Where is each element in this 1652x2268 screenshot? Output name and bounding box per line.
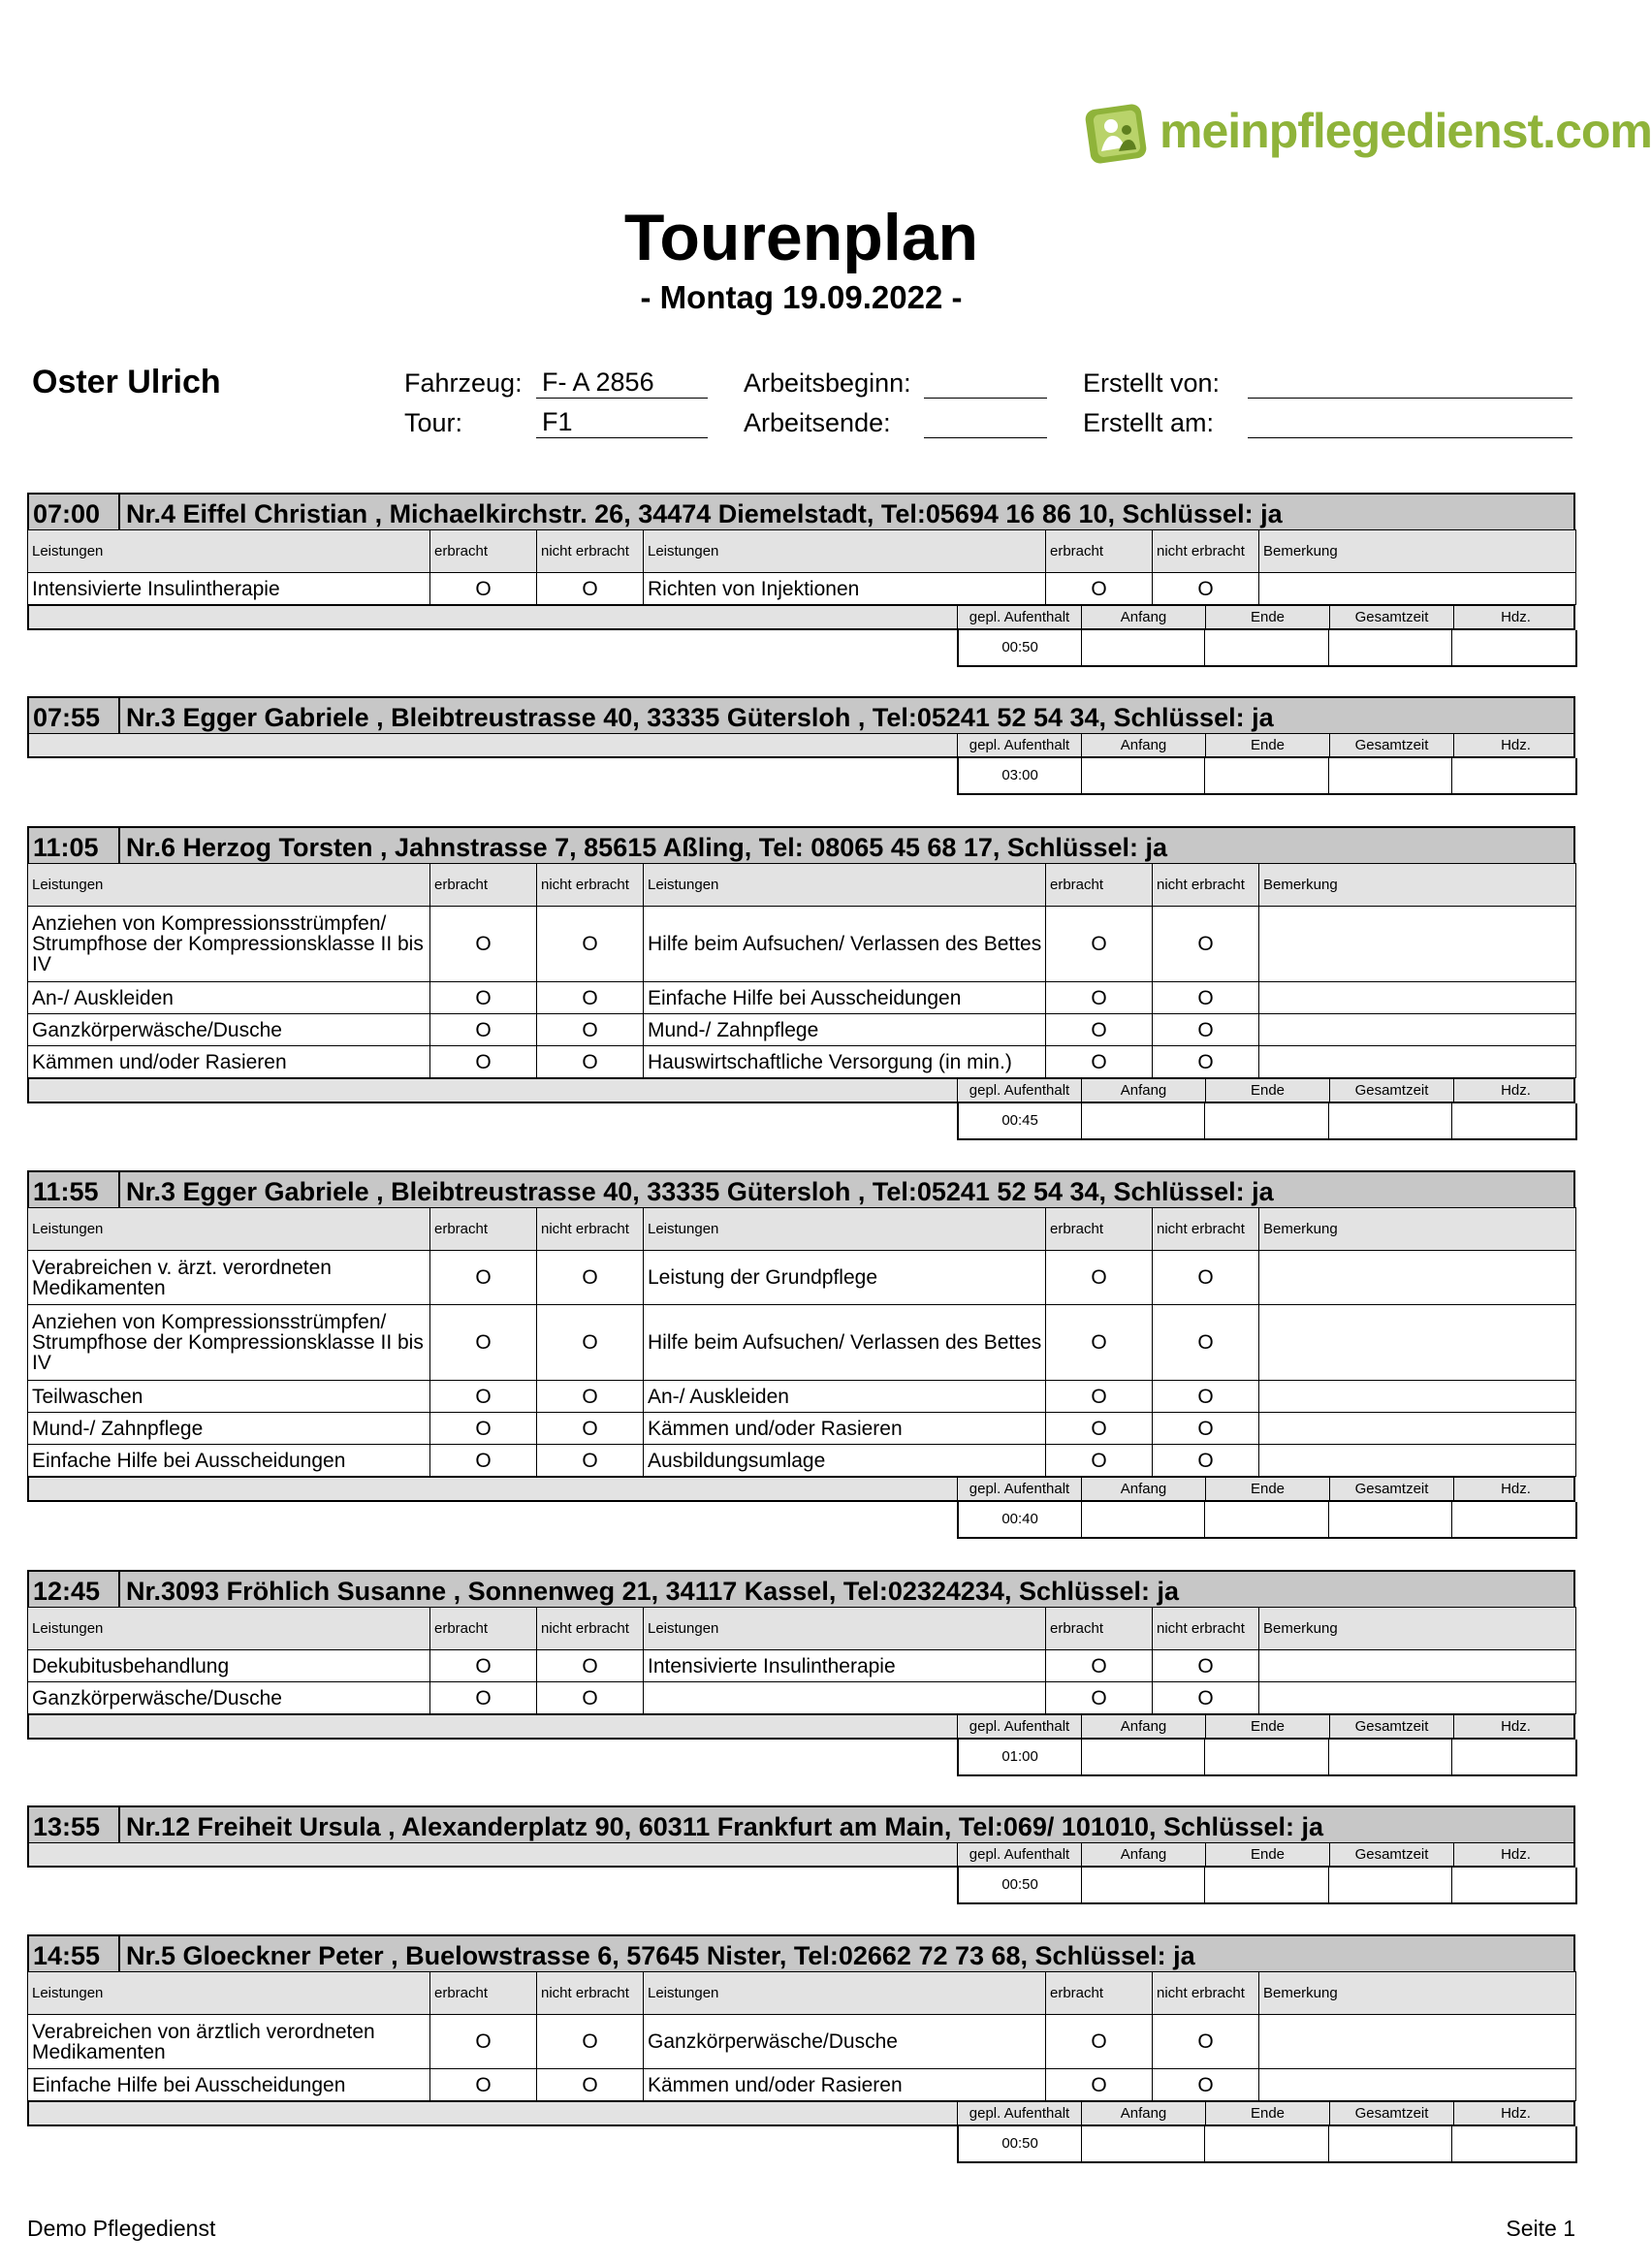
erbracht-checkbox[interactable]: O — [430, 1682, 537, 1714]
services-table — [27, 1207, 1576, 1477]
total-time-field[interactable] — [1329, 1868, 1452, 1902]
total-time-field[interactable] — [1329, 1740, 1452, 1774]
page-title: Tourenplan — [623, 201, 979, 274]
nicht-erbracht-checkbox[interactable]: O — [537, 907, 644, 982]
time-column-label: gepl. Aufenthalt — [957, 1478, 1081, 1500]
erbracht-checkbox[interactable]: O — [1046, 1445, 1153, 1477]
bemerkung-cell[interactable] — [1259, 907, 1576, 982]
col-nicht-erbracht: nicht erbracht — [1153, 1208, 1259, 1251]
erstellt-am-field — [1248, 407, 1573, 438]
time-column-label: Gesamtzeit — [1329, 1079, 1453, 1102]
visit-block — [27, 1170, 1575, 1539]
service-row — [28, 1445, 1576, 1477]
visit-time: 13:55 — [29, 1807, 120, 1842]
time-column-label: Gesamtzeit — [1329, 606, 1453, 628]
col-nicht-erbracht: nicht erbracht — [1153, 1972, 1259, 2015]
bemerkung-cell[interactable] — [1259, 2069, 1576, 2101]
time-column-label: Ende — [1205, 2102, 1329, 2124]
time-column-label: Ende — [1205, 734, 1329, 756]
erbracht-checkbox[interactable]: O — [1046, 573, 1153, 605]
nicht-erbracht-checkbox[interactable]: O — [537, 1014, 644, 1046]
services-column-header — [28, 1972, 1576, 2015]
time-column-label: Hdz. — [1453, 1715, 1577, 1738]
time-header-bar — [27, 1842, 1575, 1868]
end-time-field[interactable] — [1205, 2126, 1328, 2161]
fahrzeug-field: F- A 2856 — [536, 367, 708, 399]
nicht-erbracht-checkbox[interactable]: O — [1153, 907, 1259, 982]
bemerkung-cell[interactable] — [1259, 1251, 1576, 1305]
time-values — [27, 1502, 1575, 1539]
services-column-header — [28, 530, 1576, 573]
time-values — [27, 1868, 1575, 1904]
visit-time: 11:55 — [29, 1172, 120, 1207]
bemerkung-cell[interactable] — [1259, 1413, 1576, 1445]
erbracht-checkbox[interactable]: O — [430, 1305, 537, 1381]
fahrzeug-label: Fahrzeug: — [404, 368, 523, 398]
nicht-erbracht-checkbox[interactable]: O — [1153, 2069, 1259, 2101]
time-column-label: Ende — [1205, 606, 1329, 628]
col-erbracht: erbracht — [1046, 864, 1153, 907]
erbracht-checkbox[interactable]: O — [430, 1251, 537, 1305]
signature-field[interactable] — [1452, 1502, 1575, 1537]
service-name: Verabreichen von ärztlich verordneten Medikamenten — [28, 2015, 430, 2069]
nicht-erbracht-checkbox[interactable]: O — [537, 1650, 644, 1682]
erbracht-checkbox[interactable]: O — [1046, 2069, 1153, 2101]
col-erbracht: erbracht — [1046, 530, 1153, 573]
time-header-bar — [27, 2101, 1575, 2126]
nicht-erbracht-checkbox[interactable]: O — [1153, 1650, 1259, 1682]
bemerkung-cell[interactable] — [1259, 982, 1576, 1014]
time-column-label: Anfang — [1081, 2102, 1205, 2124]
time-column-label: Hdz. — [1453, 2102, 1577, 2124]
arbeitsbeginn-label: Arbeitsbeginn: — [744, 368, 911, 398]
bemerkung-cell[interactable] — [1259, 1650, 1576, 1682]
bemerkung-cell[interactable] — [1259, 1305, 1576, 1381]
time-column-label: Hdz. — [1453, 1843, 1577, 1866]
signature-field[interactable] — [1452, 1103, 1575, 1138]
service-row — [28, 1381, 1576, 1413]
total-time-field[interactable] — [1329, 630, 1452, 665]
erbracht-checkbox[interactable]: O — [430, 1445, 537, 1477]
nicht-erbracht-checkbox[interactable]: O — [1153, 982, 1259, 1014]
footer-company: Demo Pflegedienst — [27, 2216, 216, 2241]
time-column-label: Hdz. — [1453, 606, 1577, 628]
page-subtitle: - Montag 19.09.2022 - — [640, 279, 963, 315]
services-table — [27, 1607, 1576, 1714]
time-column-label: Ende — [1205, 1478, 1329, 1500]
time-values — [27, 1103, 1575, 1140]
erbracht-checkbox[interactable]: O — [1046, 2015, 1153, 2069]
col-leistungen: Leistungen — [644, 530, 1046, 573]
visit-block — [27, 826, 1575, 1140]
erbracht-checkbox[interactable]: O — [1046, 1014, 1153, 1046]
col-leistungen: Leistungen — [28, 864, 430, 907]
nicht-erbracht-checkbox[interactable]: O — [1153, 1682, 1259, 1714]
time-column-label: Anfang — [1081, 1715, 1205, 1738]
logo — [1084, 97, 1652, 175]
visit-time: 11:05 — [29, 828, 120, 863]
start-time-field[interactable] — [1082, 1502, 1205, 1537]
service-name: Mund-/ Zahnpflege — [28, 1413, 430, 1445]
erbracht-checkbox[interactable]: O — [430, 907, 537, 982]
nicht-erbracht-checkbox[interactable]: O — [1153, 1251, 1259, 1305]
service-name: Intensivierte Insulintherapie — [28, 573, 430, 605]
time-column-label: gepl. Aufenthalt — [957, 606, 1081, 628]
service-name: Mund-/ Zahnpflege — [644, 1014, 1046, 1046]
service-name: An-/ Auskleiden — [28, 982, 430, 1014]
erbracht-checkbox[interactable]: O — [1046, 982, 1153, 1014]
service-name: Richten von Injektionen — [644, 573, 1046, 605]
time-column-label: Hdz. — [1453, 1478, 1577, 1500]
service-row — [28, 982, 1576, 1014]
service-row — [28, 1046, 1576, 1078]
time-header-bar — [27, 1078, 1575, 1103]
col-leistungen: Leistungen — [644, 864, 1046, 907]
service-row — [28, 1682, 1576, 1714]
time-column-label: Gesamtzeit — [1329, 1715, 1453, 1738]
visit-time: 12:45 — [29, 1572, 120, 1607]
erbracht-checkbox[interactable]: O — [1046, 1251, 1153, 1305]
footer-page-number: Seite 1 — [1506, 2216, 1575, 2241]
col-nicht-erbracht: nicht erbracht — [1153, 530, 1259, 573]
visit-client-info: Nr.4 Eiffel Christian , Michaelkirchstr. 26, 34474 Diemelstadt, Tel:05694 16 86 10, Schlüssel: ja — [126, 499, 1283, 528]
nicht-erbracht-checkbox[interactable]: O — [537, 1046, 644, 1078]
visit-header — [27, 1934, 1575, 1971]
total-time-field[interactable] — [1329, 1502, 1452, 1537]
bemerkung-cell[interactable] — [1259, 1381, 1576, 1413]
services-column-header — [28, 864, 1576, 907]
time-column-label: Anfang — [1081, 1843, 1205, 1866]
nicht-erbracht-checkbox[interactable]: O — [537, 1682, 644, 1714]
visit-header — [27, 826, 1575, 863]
service-row — [28, 2015, 1576, 2069]
service-name: Anziehen von Kompressionsstrümpfen/ Strumpfhose der Kompressionsklasse II bis IV — [28, 1305, 430, 1381]
time-header-bar — [27, 1477, 1575, 1502]
employee-name: Oster Ulrich — [32, 364, 221, 400]
nicht-erbracht-checkbox[interactable]: O — [1153, 1014, 1259, 1046]
planned-duration: 00:50 — [959, 630, 1082, 665]
visit-header — [27, 1170, 1575, 1207]
time-column-label: Gesamtzeit — [1329, 2102, 1453, 2124]
service-row — [28, 1014, 1576, 1046]
visit-header — [27, 493, 1575, 529]
nicht-erbracht-checkbox[interactable]: O — [537, 573, 644, 605]
start-time-field[interactable] — [1082, 1103, 1205, 1138]
col-leistungen: Leistungen — [28, 1208, 430, 1251]
nicht-erbracht-checkbox[interactable]: O — [1153, 1413, 1259, 1445]
time-column-label: gepl. Aufenthalt — [957, 734, 1081, 756]
erbracht-checkbox[interactable]: O — [1046, 907, 1153, 982]
time-column-label: Hdz. — [1453, 734, 1577, 756]
signature-field[interactable] — [1452, 758, 1575, 793]
time-column-label: Anfang — [1081, 734, 1205, 756]
caregiver-logo-icon — [1084, 101, 1152, 167]
service-name: Kämmen und/oder Rasieren — [644, 1413, 1046, 1445]
col-leistungen: Leistungen — [28, 530, 430, 573]
services-column-header — [28, 1208, 1576, 1251]
col-nicht-erbracht: nicht erbracht — [537, 864, 644, 907]
nicht-erbracht-checkbox[interactable]: O — [1153, 2015, 1259, 2069]
erbracht-checkbox[interactable]: O — [1046, 1682, 1153, 1714]
visit-client-info: Nr.3 Egger Gabriele , Bleibtreustrasse 40, 33335 Gütersloh , Tel:05241 52 54 34, Schlüssel: ja — [126, 1177, 1274, 1206]
nicht-erbracht-checkbox[interactable]: O — [537, 2015, 644, 2069]
time-values — [27, 1740, 1575, 1776]
time-column-label: gepl. Aufenthalt — [957, 1715, 1081, 1738]
visit-header — [27, 1570, 1575, 1607]
visit-block — [27, 1805, 1575, 1904]
col-leistungen: Leistungen — [644, 1608, 1046, 1650]
col-nicht-erbracht: nicht erbracht — [537, 1608, 644, 1650]
tour-label: Tour: — [404, 408, 463, 437]
visit-block — [27, 493, 1575, 667]
service-name: Hilfe beim Aufsuchen/ Verlassen des Bettes — [644, 907, 1046, 982]
end-time-field[interactable] — [1205, 1740, 1328, 1774]
service-name: Hilfe beim Aufsuchen/ Verlassen des Bettes — [644, 1305, 1046, 1381]
start-time-field[interactable] — [1082, 2126, 1205, 2161]
col-nicht-erbracht: nicht erbracht — [537, 530, 644, 573]
logo-text: meinpflegedienst.com — [1160, 104, 1652, 158]
end-time-field[interactable] — [1205, 1502, 1328, 1537]
services-table — [27, 529, 1576, 605]
bemerkung-cell[interactable] — [1259, 2015, 1576, 2069]
visit-client-info: Nr.5 Gloeckner Peter , Buelowstrasse 6, 57645 Nister, Tel:02662 72 73 68, Schlüssel: ja — [126, 1941, 1195, 1970]
start-time-field[interactable] — [1082, 630, 1205, 665]
total-time-field[interactable] — [1329, 758, 1452, 793]
service-name: Anziehen von Kompressionsstrümpfen/ Strumpfhose der Kompressionsklasse II bis IV — [28, 907, 430, 982]
visit-time: 07:00 — [29, 495, 120, 529]
visit-client-info: Nr.3 Egger Gabriele , Bleibtreustrasse 40, 33335 Gütersloh , Tel:05241 52 54 34, Schlüssel: ja — [126, 703, 1274, 732]
nicht-erbracht-checkbox[interactable]: O — [537, 982, 644, 1014]
arbeitsende-field — [924, 407, 1047, 438]
erbracht-checkbox[interactable]: O — [430, 2015, 537, 2069]
time-column-label: Gesamtzeit — [1329, 1843, 1453, 1866]
planned-duration: 03:00 — [959, 758, 1082, 793]
service-name: Kämmen und/oder Rasieren — [644, 2069, 1046, 2101]
end-time-field[interactable] — [1205, 630, 1328, 665]
end-time-field[interactable] — [1205, 758, 1328, 793]
service-name: Ganzkörperwäsche/Dusche — [28, 1014, 430, 1046]
erstellt-von-field — [1248, 367, 1573, 399]
col-leistungen: Leistungen — [644, 1208, 1046, 1251]
col-nicht-erbracht: nicht erbracht — [1153, 864, 1259, 907]
signature-field[interactable] — [1452, 1868, 1575, 1902]
visit-client-info: Nr.3093 Fröhlich Susanne , Sonnenweg 21, 34117 Kassel, Tel:02324234, Schlüssel: ja — [126, 1577, 1180, 1606]
erbracht-checkbox[interactable]: O — [430, 1413, 537, 1445]
service-row — [28, 573, 1576, 605]
tour-field: F1 — [536, 407, 708, 438]
start-time-field[interactable] — [1082, 758, 1205, 793]
nicht-erbracht-checkbox[interactable]: O — [1153, 1305, 1259, 1381]
erbracht-checkbox[interactable]: O — [430, 1014, 537, 1046]
time-column-label: Gesamtzeit — [1329, 1478, 1453, 1500]
service-row — [28, 1251, 1576, 1305]
planned-duration: 00:50 — [959, 2126, 1082, 2161]
end-time-field[interactable] — [1205, 1868, 1328, 1902]
col-erbracht: erbracht — [430, 864, 537, 907]
service-name: Einfache Hilfe bei Ausscheidungen — [28, 1445, 430, 1477]
visit-client-info: Nr.12 Freiheit Ursula , Alexanderplatz 90, 60311 Frankfurt am Main, Tel:069/ 101010, Schlüssel: ja — [126, 1812, 1324, 1841]
col-erbracht: erbracht — [430, 530, 537, 573]
planned-duration: 00:50 — [959, 1868, 1082, 1902]
col-bemerkung: Bemerkung — [1259, 1972, 1576, 2015]
time-column-label: gepl. Aufenthalt — [957, 1843, 1081, 1866]
time-column-label: gepl. Aufenthalt — [957, 2102, 1081, 2124]
erbracht-checkbox[interactable]: O — [430, 982, 537, 1014]
service-name: Einfache Hilfe bei Ausscheidungen — [644, 982, 1046, 1014]
start-time-field[interactable] — [1082, 1740, 1205, 1774]
service-name: An-/ Auskleiden — [644, 1381, 1046, 1413]
nicht-erbracht-checkbox[interactable]: O — [537, 1413, 644, 1445]
erstellt-von-label: Erstellt von: — [1083, 368, 1221, 398]
signature-field[interactable] — [1452, 2126, 1575, 2161]
col-erbracht: erbracht — [430, 1972, 537, 2015]
services-column-header — [28, 1608, 1576, 1650]
time-column-label: Ende — [1205, 1843, 1329, 1866]
nicht-erbracht-checkbox[interactable]: O — [537, 2069, 644, 2101]
service-name: Kämmen und/oder Rasieren — [28, 1046, 430, 1078]
bemerkung-cell[interactable] — [1259, 1445, 1576, 1477]
erbracht-checkbox[interactable]: O — [1046, 1413, 1153, 1445]
col-erbracht: erbracht — [1046, 1608, 1153, 1650]
nicht-erbracht-checkbox[interactable]: O — [1153, 1381, 1259, 1413]
services-table — [27, 1971, 1576, 2101]
planned-duration: 00:45 — [959, 1103, 1082, 1138]
end-time-field[interactable] — [1205, 1103, 1328, 1138]
time-column-label: Anfang — [1081, 1478, 1205, 1500]
visit-block — [27, 1570, 1575, 1776]
col-erbracht: erbracht — [430, 1208, 537, 1251]
col-nicht-erbracht: nicht erbracht — [537, 1972, 644, 2015]
col-leistungen: Leistungen — [644, 1972, 1046, 2015]
col-leistungen: Leistungen — [28, 1608, 430, 1650]
erbracht-checkbox[interactable]: O — [430, 1046, 537, 1078]
time-values — [27, 630, 1575, 667]
signature-field[interactable] — [1452, 630, 1575, 665]
service-name: Leistung der Grundpflege — [644, 1251, 1046, 1305]
col-nicht-erbracht: nicht erbracht — [537, 1208, 644, 1251]
time-column-label: Ende — [1205, 1079, 1329, 1102]
nicht-erbracht-checkbox[interactable]: O — [537, 1305, 644, 1381]
time-values — [27, 758, 1575, 795]
erbracht-checkbox[interactable]: O — [1046, 1381, 1153, 1413]
time-column-label: Ende — [1205, 1715, 1329, 1738]
bemerkung-cell[interactable] — [1259, 1046, 1576, 1078]
col-erbracht: erbracht — [1046, 1208, 1153, 1251]
col-bemerkung: Bemerkung — [1259, 530, 1576, 573]
col-nicht-erbracht: nicht erbracht — [1153, 1608, 1259, 1650]
erbracht-checkbox[interactable]: O — [1046, 1305, 1153, 1381]
service-row — [28, 1413, 1576, 1445]
time-column-label: Anfang — [1081, 606, 1205, 628]
service-name: Teilwaschen — [28, 1381, 430, 1413]
nicht-erbracht-checkbox[interactable]: O — [537, 1381, 644, 1413]
service-row — [28, 1305, 1576, 1381]
service-name: Intensivierte Insulintherapie — [644, 1650, 1046, 1682]
time-column-label: Hdz. — [1453, 1079, 1577, 1102]
service-name: Ausbildungsumlage — [644, 1445, 1046, 1477]
erbracht-checkbox[interactable]: O — [1046, 1650, 1153, 1682]
total-time-field[interactable] — [1329, 1103, 1452, 1138]
service-name: Verabreichen v. ärzt. verordneten Medikamenten — [28, 1251, 430, 1305]
services-table — [27, 863, 1576, 1078]
planned-duration: 00:40 — [959, 1502, 1082, 1537]
service-row — [28, 1650, 1576, 1682]
nicht-erbracht-checkbox[interactable]: O — [1153, 573, 1259, 605]
start-time-field[interactable] — [1082, 1868, 1205, 1902]
arbeitsende-label: Arbeitsende: — [744, 408, 891, 437]
nicht-erbracht-checkbox[interactable]: O — [1153, 1445, 1259, 1477]
col-bemerkung: Bemerkung — [1259, 1208, 1576, 1251]
time-header-bar — [27, 1714, 1575, 1740]
visit-time: 07:55 — [29, 698, 120, 733]
bemerkung-cell[interactable] — [1259, 573, 1576, 605]
service-row — [28, 2069, 1576, 2101]
service-name: Ganzkörperwäsche/Dusche — [28, 1682, 430, 1714]
col-leistungen: Leistungen — [28, 1972, 430, 2015]
time-values — [27, 2126, 1575, 2163]
service-name: Dekubitusbehandlung — [28, 1650, 430, 1682]
visit-block — [27, 696, 1575, 795]
service-name: Ganzkörperwäsche/Dusche — [644, 2015, 1046, 2069]
service-name — [644, 1682, 1046, 1714]
service-name: Einfache Hilfe bei Ausscheidungen — [28, 2069, 430, 2101]
col-bemerkung: Bemerkung — [1259, 1608, 1576, 1650]
nicht-erbracht-checkbox[interactable]: O — [537, 1445, 644, 1477]
erbracht-checkbox[interactable]: O — [430, 1381, 537, 1413]
erbracht-checkbox[interactable]: O — [430, 573, 537, 605]
time-header-bar — [27, 733, 1575, 758]
col-bemerkung: Bemerkung — [1259, 864, 1576, 907]
total-time-field[interactable] — [1329, 2126, 1452, 2161]
erbracht-checkbox[interactable]: O — [430, 2069, 537, 2101]
col-erbracht: erbracht — [1046, 1972, 1153, 2015]
time-column-label: Anfang — [1081, 1079, 1205, 1102]
time-column-label: gepl. Aufenthalt — [957, 1079, 1081, 1102]
service-name: Hauswirtschaftliche Versorgung (in min.) — [644, 1046, 1046, 1078]
service-row — [28, 907, 1576, 982]
nicht-erbracht-checkbox[interactable]: O — [537, 1251, 644, 1305]
visit-header — [27, 1805, 1575, 1842]
arbeitsbeginn-field — [924, 367, 1047, 399]
visit-header — [27, 696, 1575, 733]
erbracht-checkbox[interactable]: O — [1046, 1046, 1153, 1078]
time-column-label: Gesamtzeit — [1329, 734, 1453, 756]
erbracht-checkbox[interactable]: O — [430, 1650, 537, 1682]
bemerkung-cell[interactable] — [1259, 1014, 1576, 1046]
visit-time: 14:55 — [29, 1936, 120, 1971]
signature-field[interactable] — [1452, 1740, 1575, 1774]
col-erbracht: erbracht — [430, 1608, 537, 1650]
visit-client-info: Nr.6 Herzog Torsten , Jahnstrasse 7, 85615 Aßling, Tel: 08065 45 68 17, Schlüssel: ja — [126, 833, 1167, 862]
erstellt-am-label: Erstellt am: — [1083, 408, 1215, 437]
time-header-bar — [27, 605, 1575, 630]
planned-duration: 01:00 — [959, 1740, 1082, 1774]
bemerkung-cell[interactable] — [1259, 1682, 1576, 1714]
nicht-erbracht-checkbox[interactable]: O — [1153, 1046, 1259, 1078]
visit-block — [27, 1934, 1575, 2163]
